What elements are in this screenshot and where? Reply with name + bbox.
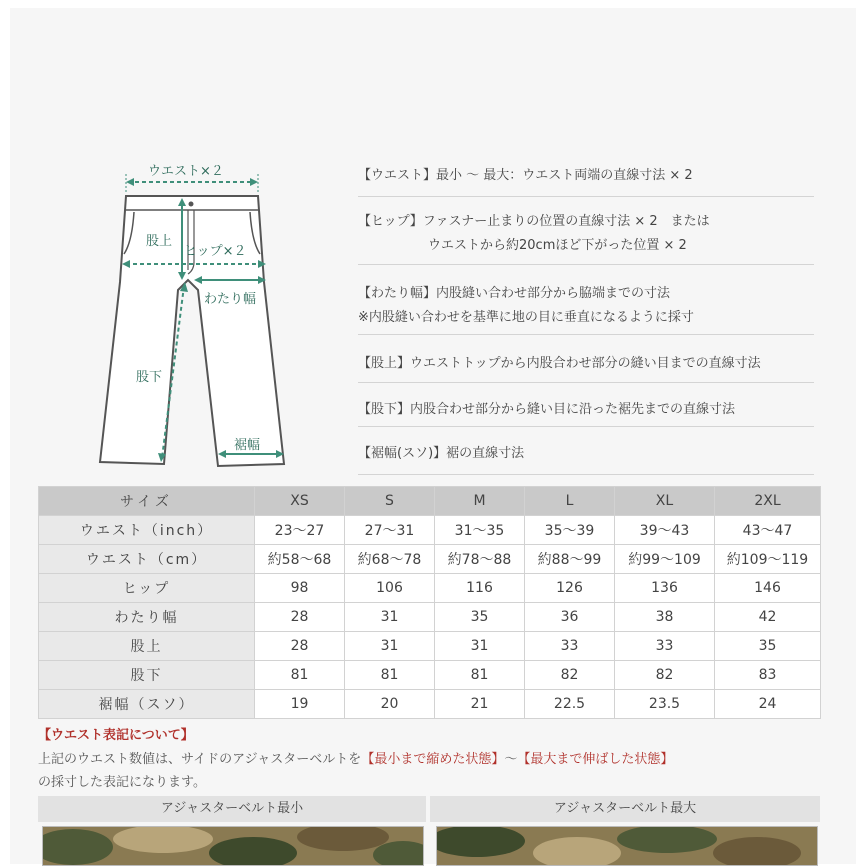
table-row — [39, 545, 821, 574]
header-xs: XS — [255, 487, 345, 516]
table-cell: 35 — [715, 632, 821, 661]
table-cell: 82 — [525, 661, 615, 690]
description-line: ※内股縫い合わせを基準に地の目に垂直になるように採寸 — [358, 310, 694, 325]
table-cell: 31 — [345, 632, 435, 661]
header-m: M — [435, 487, 525, 516]
description-line: 【わたり幅】内股縫い合わせ部分から脇端までの寸法 — [358, 286, 671, 301]
description-hip — [358, 200, 814, 265]
description-inseam — [358, 386, 814, 427]
description-hem — [358, 430, 814, 475]
table-cell: 81 — [255, 661, 345, 690]
description-line: 【股下】内股合わせ部分から縫い目に沿った裾先までの直線寸法 — [358, 402, 736, 417]
description-line: 【ヒップ】ファスナー止まりの位置の直線寸法 × 2 または — [358, 214, 710, 229]
row-label: 裾幅（スソ） — [39, 690, 255, 719]
table-cell: 約58～68 — [255, 545, 345, 574]
table-cell: 31 — [345, 603, 435, 632]
rise-label: 股上 — [146, 234, 173, 249]
table-cell: 23.5 — [615, 690, 715, 719]
size-table — [38, 486, 821, 719]
table-cell: 21 — [435, 690, 525, 719]
table-cell: 35 — [435, 603, 525, 632]
description-thigh — [358, 268, 814, 335]
thigh-label: わたり幅 — [204, 292, 257, 307]
pants-diagram — [90, 152, 290, 482]
row-label: ウエスト（cm） — [39, 545, 255, 574]
header-size: サイズ — [39, 487, 255, 516]
header-l: L — [525, 487, 615, 516]
table-cell: 39～43 — [615, 516, 715, 545]
waist-note-line-1 — [38, 748, 673, 767]
table-row — [39, 690, 821, 719]
waist-note-max-state: 【最大まで伸ばした状態】 — [517, 752, 674, 767]
table-cell: 22.5 — [525, 690, 615, 719]
table-cell: 126 — [525, 574, 615, 603]
table-cell: 43～47 — [715, 516, 821, 545]
table-cell: 136 — [615, 574, 715, 603]
adjuster-belt-max-photo — [436, 826, 818, 866]
description-rise — [358, 338, 814, 383]
photo-title-max: アジャスターベルト最大 — [430, 796, 820, 822]
table-row — [39, 516, 821, 545]
table-cell: 28 — [255, 632, 345, 661]
description-line: ウエストから約20cmほど下がった位置 × 2 — [428, 238, 687, 253]
description-line: 【裾幅(スソ)】裾の直線寸法 — [358, 446, 525, 461]
inseam-label: 股下 — [136, 370, 163, 385]
row-label: 股下 — [39, 661, 255, 690]
table-cell: 38 — [615, 603, 715, 632]
table-row — [39, 661, 821, 690]
waist-note-tilde: ～ — [504, 752, 518, 767]
row-label: わたり幅 — [39, 603, 255, 632]
pants-outline-graphic — [90, 152, 290, 482]
camo-pattern-graphic — [437, 827, 817, 865]
table-cell: 81 — [435, 661, 525, 690]
table-cell: 約99～109 — [615, 545, 715, 574]
hip-label: ヒップ×２ — [184, 244, 247, 259]
table-cell: 98 — [255, 574, 345, 603]
table-cell: 28 — [255, 603, 345, 632]
waist-note-title: 【ウエスト表記について】 — [38, 728, 194, 743]
row-label: ヒップ — [39, 574, 255, 603]
table-row — [39, 603, 821, 632]
camo-pattern-graphic — [43, 827, 423, 865]
table-cell: 19 — [255, 690, 345, 719]
table-cell: 42 — [715, 603, 821, 632]
hem-label: 裾幅 — [234, 438, 261, 453]
table-cell: 83 — [715, 661, 821, 690]
table-row — [39, 574, 821, 603]
table-cell: 27～31 — [345, 516, 435, 545]
table-cell: 約109～119 — [715, 545, 821, 574]
table-cell: 116 — [435, 574, 525, 603]
table-cell: 106 — [345, 574, 435, 603]
description-line: 【股上】ウエストトップから内股合わせ部分の縫い目までの直線寸法 — [358, 356, 761, 371]
photo-title-min: アジャスターベルト最小 — [38, 796, 426, 822]
table-row — [39, 632, 821, 661]
table-cell: 81 — [345, 661, 435, 690]
table-cell: 146 — [715, 574, 821, 603]
table-cell: 31～35 — [435, 516, 525, 545]
row-label: 股上 — [39, 632, 255, 661]
table-cell: 31 — [435, 632, 525, 661]
table-cell: 35～39 — [525, 516, 615, 545]
description-waist — [358, 160, 814, 197]
table-cell: 24 — [715, 690, 821, 719]
description-line: 【ウエスト】最小 ～ 最大：ウエスト両端の直線寸法 × 2 — [358, 168, 693, 183]
waist-note-min-state: 【最小まで縮めた状態】 — [361, 752, 505, 767]
table-cell: 82 — [615, 661, 715, 690]
table-cell: 33 — [525, 632, 615, 661]
table-cell: 約78～88 — [435, 545, 525, 574]
table-cell: 20 — [345, 690, 435, 719]
adjuster-belt-min-photo — [42, 826, 424, 866]
row-label: ウエスト（inch） — [39, 516, 255, 545]
waist-note-line-2: の採寸した表記になります。 — [38, 775, 206, 790]
table-cell: 36 — [525, 603, 615, 632]
waist-note-text: 上記のウエスト数値は、サイドのアジャスターベルトを — [38, 752, 362, 767]
table-cell: 23～27 — [255, 516, 345, 545]
table-header-row — [39, 487, 821, 516]
table-cell: 33 — [615, 632, 715, 661]
table-cell: 約88～99 — [525, 545, 615, 574]
waist-label: ウエスト×２ — [148, 164, 224, 179]
header-2xl: 2XL — [715, 487, 821, 516]
header-s: S — [345, 487, 435, 516]
table-cell: 約68～78 — [345, 545, 435, 574]
header-xl: XL — [615, 487, 715, 516]
